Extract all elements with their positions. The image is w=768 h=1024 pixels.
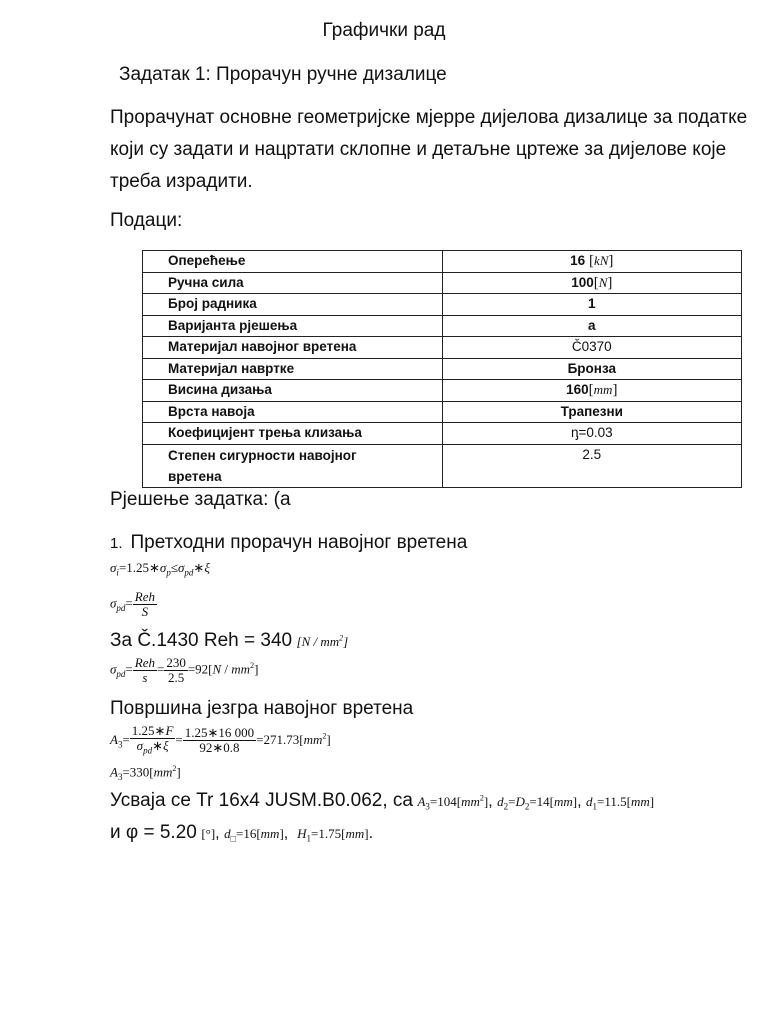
row-label: Варијанта рјешења (143, 315, 443, 337)
row-label: Оперећење (143, 251, 443, 273)
table-row (143, 337, 742, 359)
reh-line: За Č.1430 Reh = 340 $[N / mm^2]$ (110, 630, 349, 651)
section-heading (110, 532, 467, 554)
table-row (143, 444, 742, 487)
formula-sigma-i: $\sigma_i=1.25∗\sigma_p\le\sigma_{pd}∗\xi$ (110, 560, 210, 578)
table-row (143, 272, 742, 294)
adopt-line-2: и φ = 5.20 [°], $d_□=16[mm]$, $H_1=1.75[mm]$. (110, 822, 374, 844)
row-value: Трапезни (442, 401, 741, 423)
row-label: Врста навоја (143, 401, 443, 423)
row-label: Степен сигурности навојног вретена (143, 444, 443, 487)
row-value: 100[N] (442, 272, 741, 294)
formula-sigma-pd: $\sigma_{pd}=$ $\frac{\text{Reh}}{S}$ (110, 589, 155, 619)
task-heading: Задатак 1: Прорачун ручне дизалице (119, 64, 447, 85)
row-value: 2.5 (442, 444, 741, 487)
row-label: Материјал навртке (143, 358, 443, 380)
solution-heading: Рјешење задатка: (а (110, 489, 291, 510)
row-label: Ручна сила (143, 272, 443, 294)
formula-area-adopted: $A_3=330[mm^2]$ (110, 764, 181, 782)
table-row (143, 251, 742, 273)
row-value: ᶇ=0.03 (442, 423, 741, 445)
row-value: 160[mm] (442, 380, 741, 402)
row-label: Коефицијент трења клизања (143, 423, 443, 445)
document-title: Графички рад (322, 20, 446, 41)
section-number: 1. (110, 535, 123, 552)
table-row (143, 358, 742, 380)
row-value: Č0370 (442, 337, 741, 359)
row-value: Бронза (442, 358, 741, 380)
formula-area-a3: $A_3=$ $\frac{1.25∗F}{\sigma_{pd}∗\xi}$ = $\frac{1.25∗16 000}{92∗0.8}$ $=271.73[mm^2]$ (110, 723, 331, 756)
table-row (143, 315, 742, 337)
row-label: Материјал навојног вретена (143, 337, 443, 359)
row-value: 16 [kN] (442, 251, 741, 273)
row-value: 1 (442, 294, 741, 316)
table-row (143, 401, 742, 423)
row-label: Висина дизања (143, 380, 443, 402)
area-heading: Површина језгра навојног вретена (110, 698, 414, 719)
section-title: Претходни прорачун навојног вретена (130, 532, 468, 553)
input-data-table (142, 250, 742, 488)
row-label: Број радника (143, 294, 443, 316)
table-row (143, 294, 742, 316)
table-row (143, 380, 742, 402)
intro-paragraph: Прорачунат основне геометријске мјерре дијелова дизалице за податке који су задати и нацртати склопне и детаљне цртеже за дијелове које треба израдити. (110, 107, 748, 192)
data-heading: Подаци: (110, 210, 183, 231)
table-row (143, 423, 742, 445)
formula-sigma-pd-value: $\sigma_{pd}=$ $\frac{\text{Reh}}{s}$ = $\frac{230}{2.5}$ $=92[N / mm^2]$ (110, 655, 259, 685)
row-value: a (442, 315, 741, 337)
adopt-line-1: Усваја се Tr 16x4 JUSM.B0.062, са $A_3=104[mm^2]$, $d_2=D_2=14[mm]$, $d_1=11.5[mm]$ (110, 790, 655, 812)
